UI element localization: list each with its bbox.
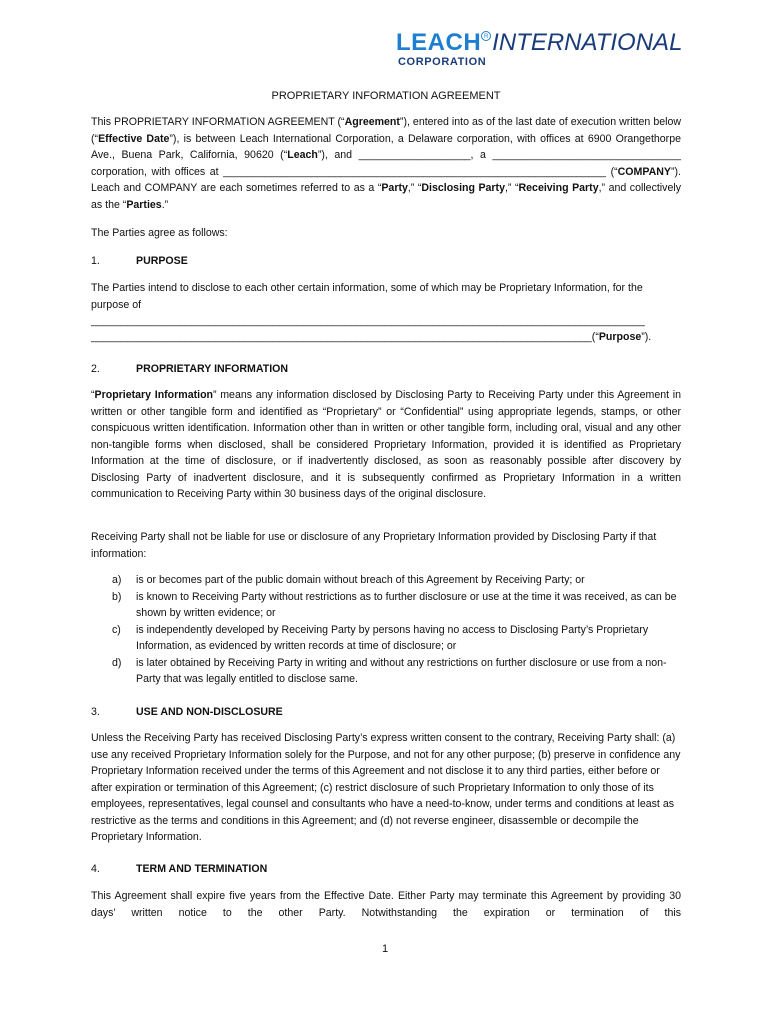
section-number: 4. bbox=[91, 863, 100, 875]
term-purpose: Purpose bbox=[598, 331, 642, 343]
section-4-heading bbox=[91, 861, 267, 877]
section-2-heading bbox=[91, 361, 288, 377]
section-number: 2. bbox=[91, 363, 100, 375]
term-receiving-party: Receiving Party bbox=[518, 182, 599, 194]
term-termination-paragraph: This Agreement shall expire five years from the Effective Date. Either Party may terminate this Agreement by providing 30 days’ written notice to the other Party. Notwithstanding the expiration or termination of this bbox=[91, 890, 681, 919]
purpose-blank-line: ______________________________________________________________________________________________ bbox=[91, 315, 645, 327]
registered-mark-icon: R bbox=[481, 31, 491, 41]
section-1-heading bbox=[91, 253, 188, 269]
preamble-paragraph: This PROPRIETARY INFORMATION AGREEMENT (“Agreement”), entered into as of the last date of execution written below (“Effective Date”), is between Leach International Corporation, a Delaware corporation, with offices at 6900 Orangethorpe Ave., Buena Park, California, 90620 (“Leach”), and ___________________, a ________________________________ corporation, with offices at _________________________________________________________________ (“COMPANY”). Leach and COMPANY are each sometimes referred to as a “Party,” “Disclosing Party,” “Receiving Party,” and collectively as the “Parties.” bbox=[91, 116, 681, 211]
list-item: a) is or becomes part of the public domain without breach of this Agreement by Receiving Party; or bbox=[112, 574, 585, 586]
section-title: PROPRIETARY INFORMATION bbox=[136, 363, 289, 375]
proprietary-info-definition: “Proprietary Information” means any information disclosed by Disclosing Party to Receiving Party under this Agreement in written or other tangible form and identified as “Proprietary” or “Confidential” using appropriate legends, stamps, or other conspicuous written identification. Information other than in written or other tangible form, including oral, visual and any other non-tangible forms when disclosed, shall be considered Proprietary Information, provided it is identified as Proprietary Information at the time of disclosure, or if inadvertently disclosed, as soon as reasonably possible after discovery by Disclosing Party of inadvertent disclosure, and it is subsequently confirmed as Proprietary Information in a written communication to Receiving Party within 30 business days of the original disclosure. bbox=[91, 389, 681, 500]
term-party: Party bbox=[381, 182, 408, 194]
logo-suffix: INTERNATIONAL bbox=[492, 29, 683, 56]
term-agreement: Agreement bbox=[344, 116, 400, 128]
term-disclosing-party: Disclosing Party bbox=[421, 182, 505, 194]
term-leach: Leach bbox=[287, 149, 318, 161]
section-number: 3. bbox=[91, 706, 100, 718]
section-3-heading bbox=[91, 704, 283, 720]
use-nondisclosure-paragraph: Unless the Receiving Party has received Disclosing Party’s express written consent to the contrary, Receiving Party shall: (a) use any received Proprietary Information solely for the Purpose, and not for any other purpose; (b) preserve in confidence any Proprietary Information received under the terms of this Agreement and not disclose it to any third parties, either before or after expiration or termination of this Agreement; (c) restrict disclosure of such Proprietary Information to only those of its employees, representatives, legal counsel and consultants who have a need-to-know, under terms and conditions at least as restrictive as the terms and conditions in this Agreement; and (d) not reverse engineer, disassemble or decompile the Proprietary Information. bbox=[91, 732, 681, 843]
section-title: PURPOSE bbox=[136, 255, 188, 267]
term-proprietary-information: Proprietary Information bbox=[94, 389, 214, 401]
document-title: PROPRIETARY INFORMATION AGREEMENT bbox=[271, 90, 501, 102]
logo-corporation: CORPORATION bbox=[398, 56, 487, 68]
section-number: 1. bbox=[91, 255, 100, 267]
parties-agree-line: The Parties agree as follows: bbox=[91, 227, 228, 239]
list-item: b) is known to Receiving Party without restrictions as to further disclosure or use at the time it was received, as can be shown by written evidence; or bbox=[112, 590, 677, 619]
term-effective-date: Effective Date bbox=[98, 132, 170, 145]
term-parties: Parties bbox=[126, 198, 162, 211]
liability-paragraph: Receiving Party shall not be liable for use or disclosure of any Proprietary Information provided by Disclosing Party if that information: bbox=[91, 531, 657, 560]
exclusions-list bbox=[112, 572, 682, 688]
section-title: TERM AND TERMINATION bbox=[136, 863, 268, 875]
term-company: COMPANY bbox=[617, 165, 671, 178]
section-title: USE AND NON-DISCLOSURE bbox=[136, 706, 283, 718]
purpose-blank-line-2: _____________________________________________________________________________________(“Purpose”). bbox=[91, 331, 652, 343]
list-item: d) is later obtained by Receiving Party in writing and without any restrictions on further disclosure or use from a non-Party that was legally entitled to disclose same. bbox=[112, 656, 667, 685]
logo-brand: LEACH bbox=[396, 29, 482, 56]
company-logo bbox=[396, 30, 686, 70]
page-number: 1 bbox=[381, 943, 389, 955]
purpose-paragraph: The Parties intend to disclose to each other certain information, some of which may be Proprietary Information, for the purpose of bbox=[91, 282, 643, 311]
list-item: c) is independently developed by Receiving Party by persons having no access to Disclosing Party’s Proprietary Information, as evidenced by written records at time of disclosure; or bbox=[112, 623, 649, 652]
